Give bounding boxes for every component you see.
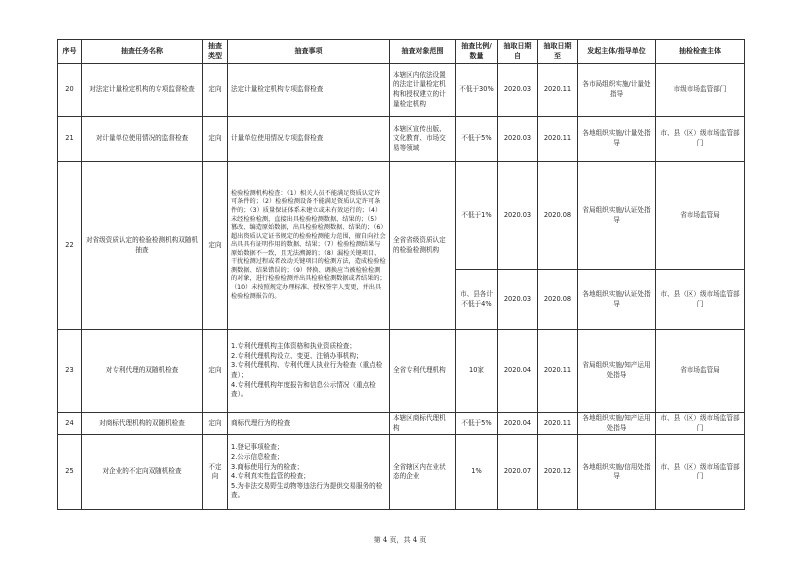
- cell-ratio: 不低于5%: [456, 117, 498, 162]
- cell-seq: 23: [58, 330, 82, 413]
- cell-task-name: 对企业的不定向双随机检查: [82, 435, 203, 510]
- table-row: [58, 64, 745, 117]
- cell-ratio: 不低于30%: [456, 64, 498, 117]
- cell-end: 2020.11: [538, 117, 578, 162]
- header-target: 抽查对象范围: [390, 40, 456, 64]
- cell-lead: 各地组织实施/信用处指导: [578, 435, 656, 510]
- cell-start: 2020.03: [498, 117, 538, 162]
- cell-lead: 省局组织实施/认证处指导: [578, 162, 656, 270]
- header-ratio: 抽查比例/数量: [456, 40, 498, 64]
- cell-ratio: 10家: [456, 330, 498, 413]
- cell-seq: 20: [58, 64, 82, 117]
- header-lead: 发起主体/指导单位: [578, 40, 656, 64]
- cell-items: 1.专利代理机构主体资格和执业资质检查； 2.专利代理机构设立、变更、注销办事机构； 3.专利代理机构、专利代理人执业行为检查（重点检查）； 4.专利代理机构年度报告和信息公示情况（重点检查）。: [228, 330, 390, 413]
- cell-target: 本辖区内依法设置的法定计量检定机构和授权建立的计量检定机构: [390, 64, 456, 117]
- cell-check-type: 定向: [203, 64, 228, 117]
- cell-ratio: 市、县各计不低于4%: [456, 270, 498, 330]
- header-check-type: 抽查类型: [203, 40, 228, 64]
- cell-end: 2020.11: [538, 413, 578, 435]
- cell-start: 2020.04: [498, 413, 538, 435]
- cell-exec: 省市场监管局: [656, 330, 745, 413]
- table-row: [58, 413, 745, 435]
- cell-exec: 市、县（区）级市场监管部门: [656, 117, 745, 162]
- cell-items: 商标代理行为的检查: [228, 413, 390, 435]
- page-footer: 第 4 页，共 4 页: [373, 536, 427, 544]
- header-start: 抽取日期自: [498, 40, 538, 64]
- cell-end: 2020.12: [538, 435, 578, 510]
- cell-exec: 市级市场监管部门: [656, 64, 745, 117]
- cell-seq: 21: [58, 117, 82, 162]
- cell-seq: 24: [58, 413, 82, 435]
- header-end: 抽取日期至: [538, 40, 578, 64]
- cell-task-name: 对专利代理的双随机检查: [82, 330, 203, 413]
- cell-check-type: 定向: [203, 330, 228, 413]
- cell-exec: 省市场监管局: [656, 162, 745, 270]
- cell-end: 2020.08: [538, 162, 578, 270]
- cell-start: 2020.03: [498, 64, 538, 117]
- cell-task-name: 对计量单位使用情况的监督检查: [82, 117, 203, 162]
- header-exec: 抽检检查主体: [656, 40, 745, 64]
- cell-check-type: 定向: [203, 413, 228, 435]
- cell-lead: 各市局组织实施/计量处指导: [578, 64, 656, 117]
- cell-seq: 22: [58, 162, 82, 330]
- cell-task-name: 对省级资质认定的检验检测机构双随机抽查: [82, 162, 203, 330]
- cell-seq: 25: [58, 435, 82, 510]
- cell-check-type: 定向: [203, 117, 228, 162]
- cell-start: 2020.03: [498, 162, 538, 270]
- table-row: [58, 117, 745, 162]
- cell-ratio: 1%: [456, 435, 498, 510]
- cell-check-type: 定向: [203, 162, 228, 330]
- cell-items: 法定计量检定机构专项监督检查: [228, 64, 390, 117]
- cell-start: 2020.03: [498, 270, 538, 330]
- table-row: [58, 330, 745, 413]
- cell-end: 2020.11: [538, 64, 578, 117]
- cell-items: 检验检测机构检查：（1）相关人员不能满足资质认定许可条件的；（2）检验检测设备不能满足资质认定许可条件的；（3）质量保证体系未建立或未有效运行的；（4）未经检验检测，直接出具检验检测数据、结果的；（5）篡改、编造原始数据，出具检验检测数据、结果的；（6）超出资质认定证书规定的检验检测能力范围，擅自向社会出具具有证明作用的数据、结果；（7）检验检测结果与原始数据不一致，且无法溯源的；（8）漏检关键项目、干扰检测过程或者改动关键项目的检测方法，造成检验检测数据、结果错误的；（9）替换、调换应当被检验检测的对象，进行检验检测并出具检验检测数据或者结果的；（10）未按照规定办理标准、授权签字人变更，并出具检验检测报告的。: [228, 162, 390, 330]
- cell-target: 本辖区宣传出版、文化教育、市场交易等领域: [390, 117, 456, 162]
- table-row: [58, 162, 745, 270]
- cell-start: 2020.04: [498, 330, 538, 413]
- header-items: 抽查事项: [228, 40, 390, 64]
- cell-task-name: 对法定计量检定机构的专项监督检查: [82, 64, 203, 117]
- cell-end: 2020.08: [538, 270, 578, 330]
- cell-exec: 市、县（区）级市场监管部门: [656, 435, 745, 510]
- cell-lead: 省局组织实施/知产运用处指导: [578, 330, 656, 413]
- cell-lead: 各地组织实施/认证处指导: [578, 270, 656, 330]
- cell-lead: 各地组织实施/知产运用处指导: [578, 413, 656, 435]
- cell-task-name: 对商标代理机构的双随机检查: [82, 413, 203, 435]
- header-row: [58, 40, 745, 64]
- header-seq: 序号: [58, 40, 82, 64]
- cell-exec: 市、县（区）级市场监管部门: [656, 413, 745, 435]
- cell-lead: 各地组织实施/计量处指导: [578, 117, 656, 162]
- header-task-name: 抽查任务名称: [82, 40, 203, 64]
- cell-target: 全省辖区内在业状态的企业: [390, 435, 456, 510]
- cell-items: 1.登记事项检查； 2.公示信息检查； 3.商标使用行为的检查； 4.专利真实性监管的检查； 5.为非法交易野生动物等违法行为提供交易服务的检查。: [228, 435, 390, 510]
- cell-target: 全省省级资质认定的检验检测机构: [390, 162, 456, 330]
- cell-ratio: 不低于5%: [456, 413, 498, 435]
- cell-end: 2020.11: [538, 330, 578, 413]
- cell-target: 本辖区商标代理机构: [390, 413, 456, 435]
- table-row: [58, 435, 745, 510]
- cell-exec: 市、县（区）级市场监管部门: [656, 270, 745, 330]
- cell-target: 全省专利代理机构: [390, 330, 456, 413]
- cell-ratio: 不低于1%: [456, 162, 498, 270]
- cell-start: 2020.07: [498, 435, 538, 510]
- inspection-task-table: [57, 39, 745, 510]
- cell-check-type: 不定向: [203, 435, 228, 510]
- cell-items: 计量单位使用情况专项监督检查: [228, 117, 390, 162]
